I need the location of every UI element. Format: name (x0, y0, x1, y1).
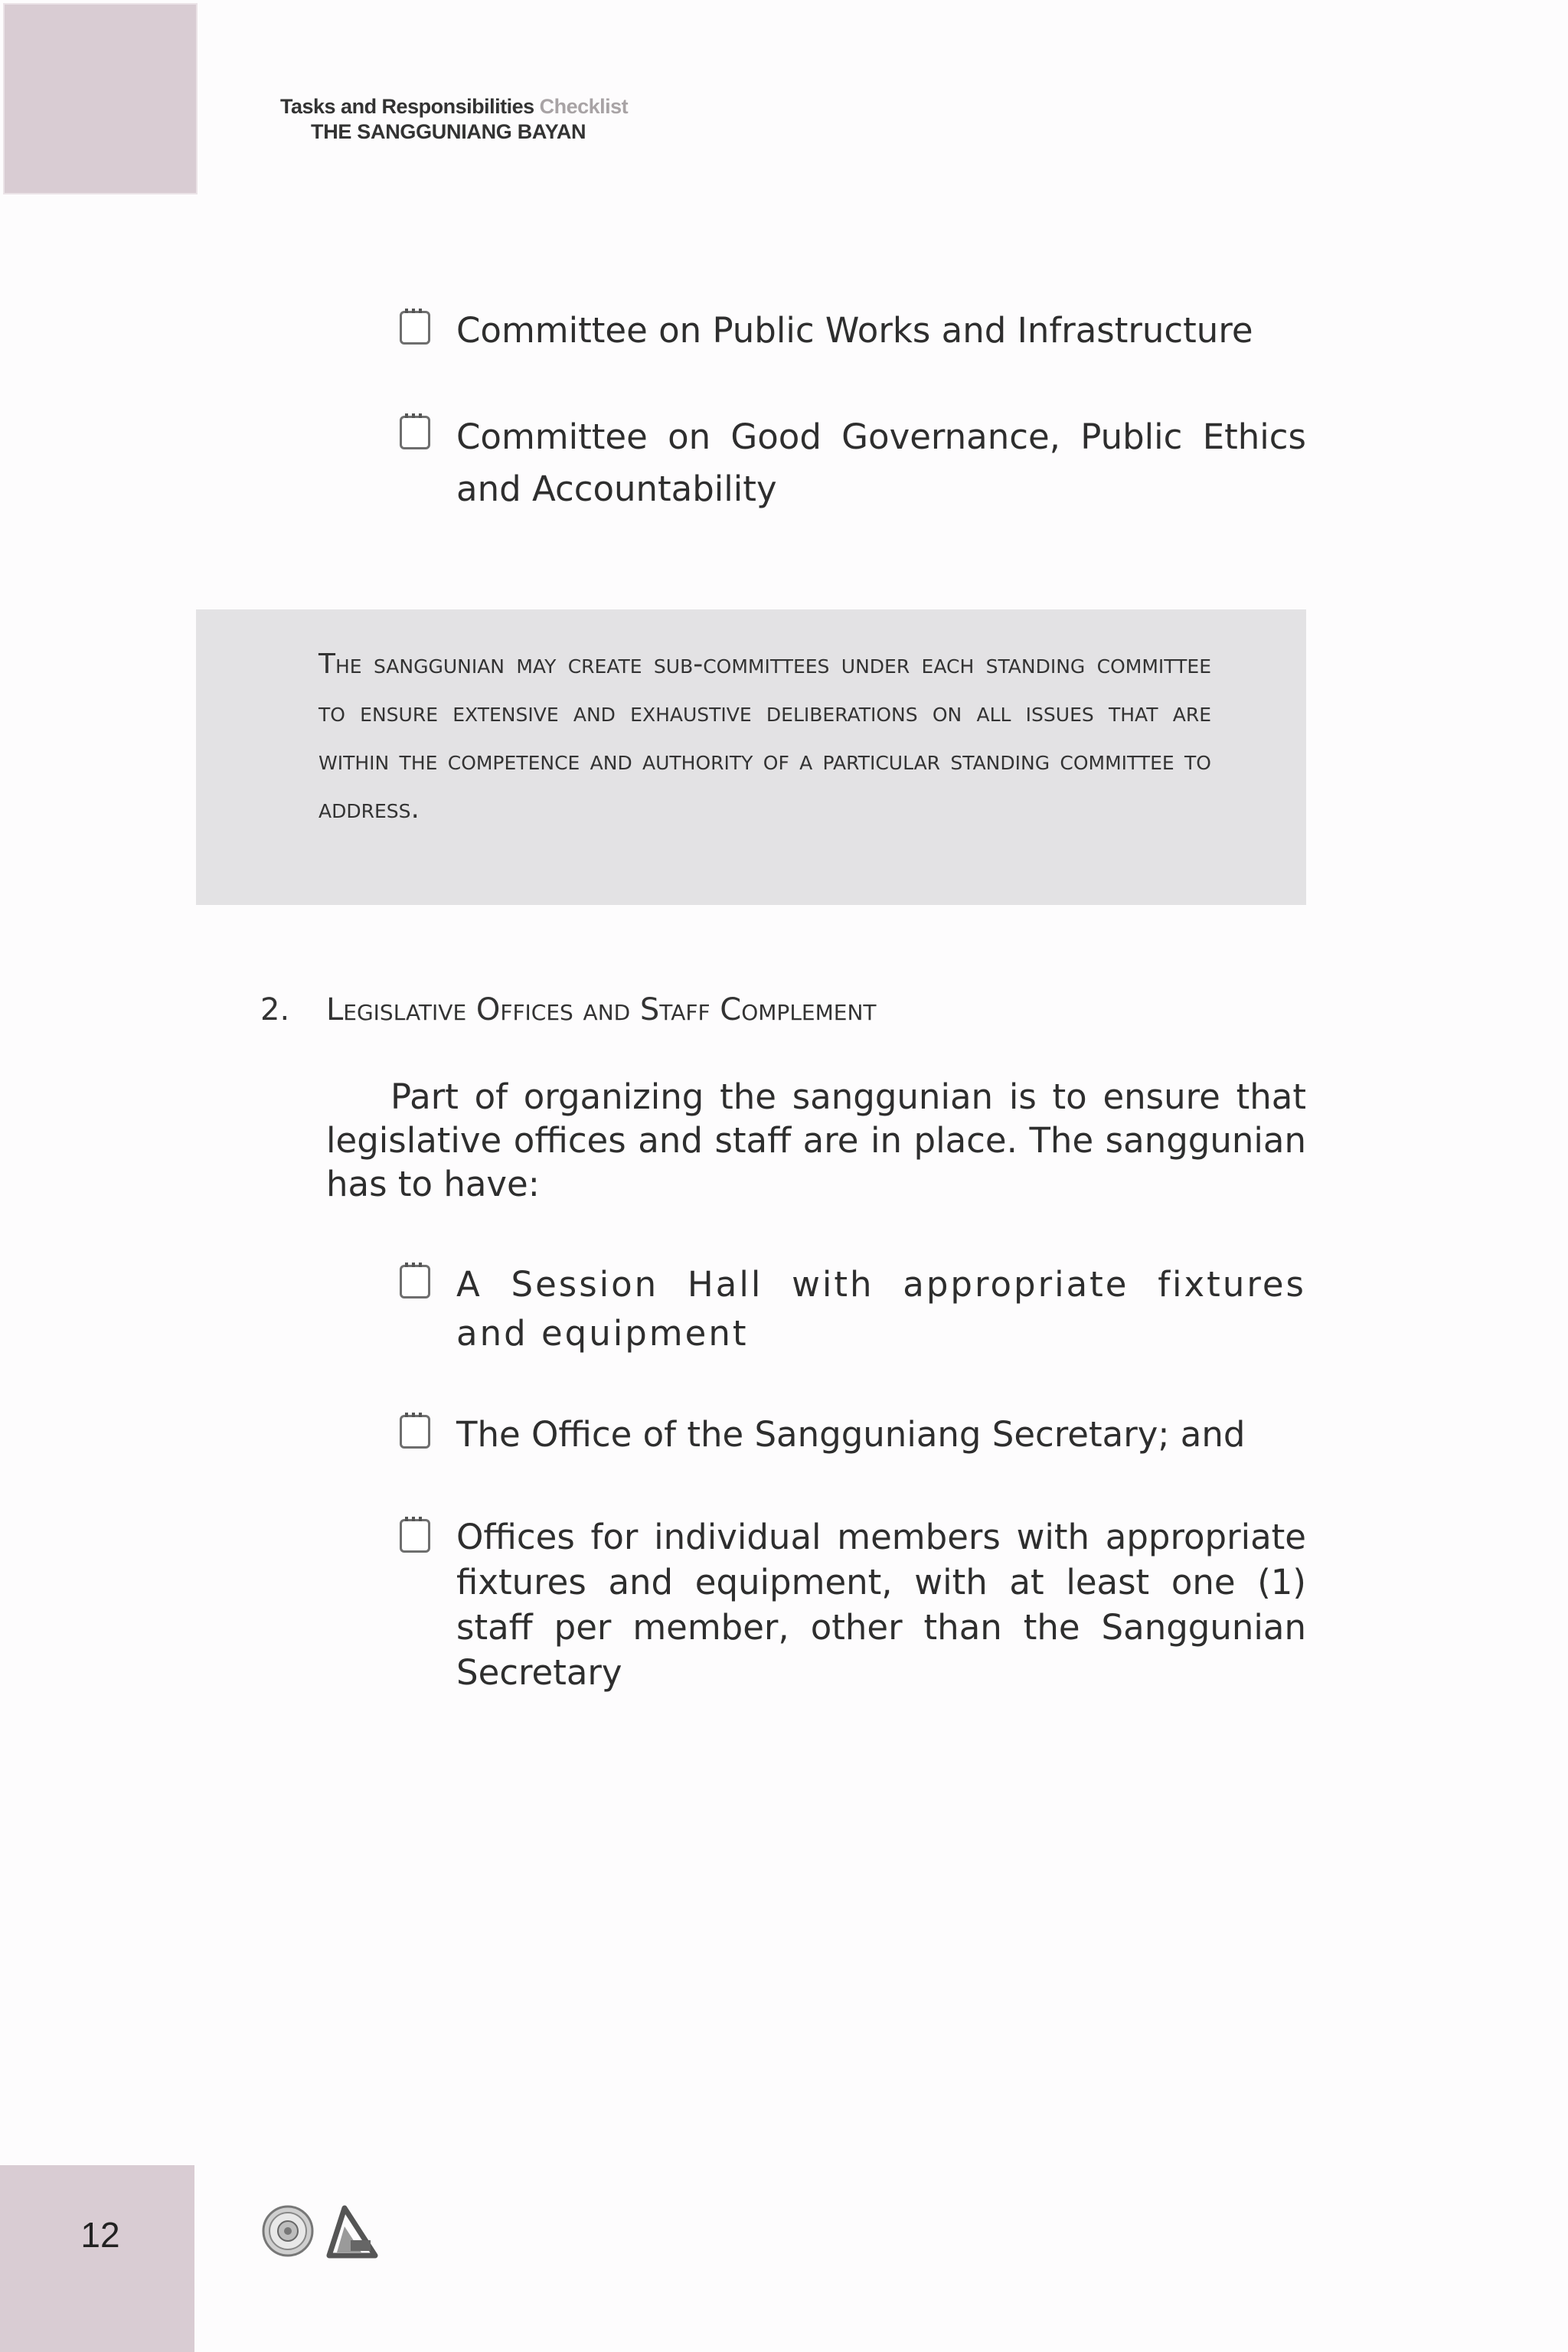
header-title-accent: Checklist (539, 95, 629, 118)
checkbox-icon (400, 1519, 430, 1553)
footer-corner-block (0, 2165, 194, 2352)
section-paragraph (326, 1075, 1306, 1206)
section-heading (260, 992, 877, 1027)
checkbox-icon (400, 1265, 430, 1298)
seal-logo-icon (263, 2207, 312, 2256)
note-box (196, 609, 1306, 905)
checklist-item (398, 411, 1306, 515)
header-title-main: Tasks and Responsibilities (280, 95, 534, 118)
checklist-item (398, 1260, 1306, 1358)
checklist-item-text: Committee on Good Governance, Public Ethics and Accountability (456, 416, 1306, 509)
checklist-item-text: Committee on Public Works and Infrastructure (456, 310, 1253, 351)
checkbox-icon (400, 311, 430, 345)
running-header (280, 95, 628, 144)
checkbox-icon (400, 1415, 430, 1449)
page-number: 12 (80, 2215, 120, 2255)
checklist-item-text: The Office of the Sangguniang Secretary; and (456, 1414, 1246, 1455)
footer-logos (260, 2200, 383, 2265)
paragraph-text: Part of organizing the sanggunian is to ensure that legislative offices and staff are in place. The sanggunian has to have: (326, 1076, 1306, 1204)
checklist-item (398, 1514, 1306, 1695)
checklist-item-text: A Session Hall with appropriate fixtures and equipment (456, 1264, 1306, 1354)
section-number: 2. (260, 992, 290, 1027)
header-title (280, 95, 628, 119)
checklist-item (398, 306, 1306, 355)
checkbox-icon (400, 416, 430, 449)
header-corner-block (3, 3, 198, 194)
lga-logo-icon (329, 2208, 375, 2256)
checklist-item-text: Offices for individual members with appropriate fixtures and equipment, with at least one (1) staff per member, other than the Sanggunian Secretary (456, 1517, 1306, 1693)
header-subtitle: THE SANGGUNIANG BAYAN (311, 120, 586, 143)
logos-svg (260, 2200, 383, 2262)
section-title: Legislative Offices and Staff Complement (326, 992, 877, 1027)
note-text: The sanggunian may create sub-committees under each standing committee to ensure extensive and exhaustive deliberations on all issues that are within the competence and authority of a particular standing committee to address. (318, 648, 1211, 825)
checklist-item (398, 1410, 1306, 1459)
